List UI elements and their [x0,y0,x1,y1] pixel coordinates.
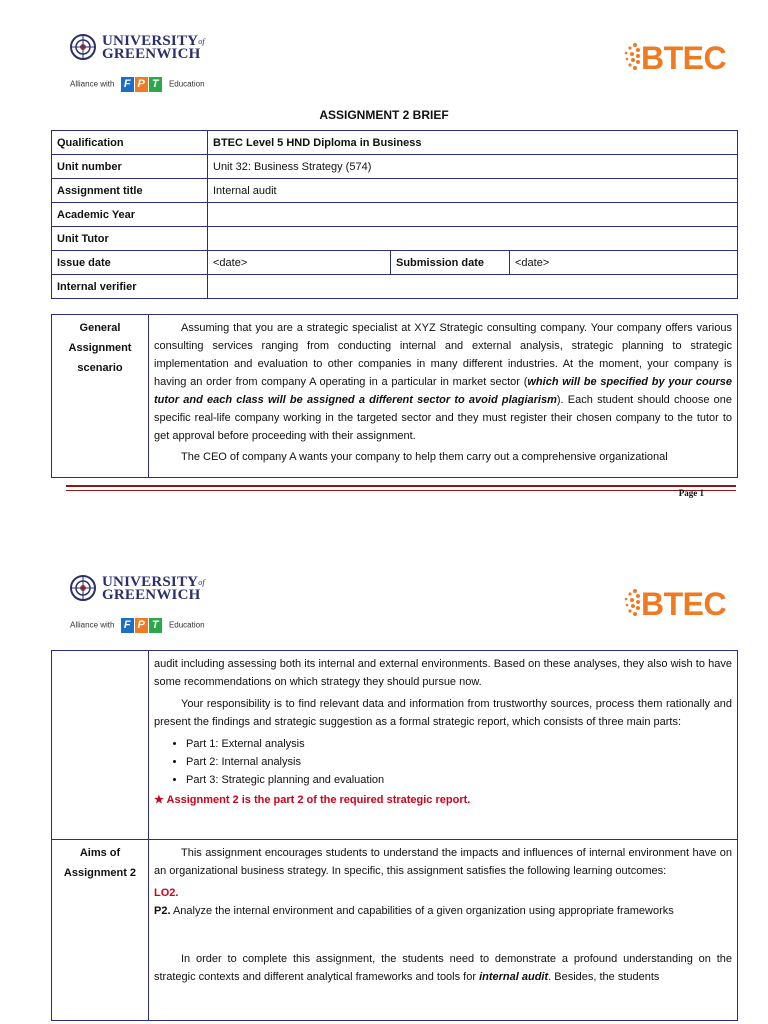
academic-year-label: Academic Year [52,203,208,227]
aims-heading: Aims of Assignment 2 [52,840,149,1021]
btec-logo: BTEC [623,38,733,78]
unit-tutor-value [208,227,738,251]
assignment-title-label: Assignment title [52,179,208,203]
btec-dots-icon [623,42,641,72]
submission-date-value: <date> [510,251,738,275]
alliance-line: Alliance with F P T Education [70,619,205,631]
scenario-heading: General Assignment scenario [52,315,149,478]
table-row [52,155,738,179]
table-row [52,315,738,478]
table-row [52,840,738,1021]
responsibility-paragraph: Your responsibility is to find relevant data and information from trustworthy sources, process them rationally and present the findings and strategic suggestion as a formal strategic report, which consists of three main parts: [154,698,732,728]
qualification-value: BTEC Level 5 HND Diploma in Business [208,131,738,155]
parts-list [154,735,732,789]
scenario-paragraph-2: The CEO of company A wants your company to help them carry out a comprehensive organizational [181,451,668,463]
page-number: Page 1 [678,488,704,498]
crest-icon [68,33,100,61]
aims-body [149,840,738,1021]
issue-date-label: Issue date [52,251,208,275]
btec-logo: BTEC [623,584,733,624]
list-item: • Part 3: Strategic planning and evaluation [186,771,732,789]
criterion-p2: P2. Analyze the internal environment and capabilities of a given organization using appropriate frameworks [154,905,674,917]
scenario-table [51,314,738,478]
star-icon: ★ [154,794,164,806]
unit-number-value: Unit 32: Business Strategy (574) [208,155,738,179]
unit-number-label: Unit number [52,155,208,179]
submission-date-label: Submission date [391,251,510,275]
university-name: $UNIVERSITY^{of}$ GREENWICH [102,33,205,62]
university-of-greenwich-logo [68,33,238,93]
crest-icon [68,574,100,602]
table-row [52,251,738,275]
academic-year-value [208,203,738,227]
alliance-line: Alliance with F P T Education [70,78,205,90]
scenario-body [149,315,738,478]
scenario-continued-table [51,650,738,1021]
assignment-note: ★ Assignment 2 is the part 2 of the required strategic report. [154,794,471,806]
continued-paragraph: audit including assessing both its internal and external environments. Based on these analyses, they also wish to have some recommendations on which strategy they should pursue now. [154,658,732,688]
university-of-greenwich-logo [68,574,238,634]
internal-verifier-label: Internal verifier [52,275,208,299]
table-row [52,203,738,227]
table-row [52,179,738,203]
scenario-continued-heading [52,651,149,840]
table-row [52,651,738,840]
issue-date-value: <date> [208,251,391,275]
table-row [52,227,738,251]
aims-paragraph-2: In order to complete this assignment, the students need to demonstrate a profound understanding on the strategic contexts and different analytical frameworks and tools for internal audit. Besides, the students [154,953,732,983]
assignment-title-value: Internal audit [208,179,738,203]
university-name: $UNIVERSITY^{of}$ GREENWICH [102,574,205,603]
fpt-logo: F P T [121,618,163,633]
scenario-paragraph-1: Assuming that you are a strategic specialist at XYZ Strategic consulting company. Your company offers various consulting services ranging from conducting internal and external analysis, strategic planning to strategic implementation and evaluation to other companies in many different industries. At the moment, your company is having an order from company A operating in a particular in market sector (which will be specified by your course tutor and each class will be assigned a different sector to avoid plagiarism). Each student should choose one specific real-life company working in the targeted sector and they must register their chosen company to the tutor to get approval before proceeding with their assignment. [154,322,733,442]
scenario-continued-body [149,651,738,840]
unit-tutor-label: Unit Tutor [52,227,208,251]
assignment-info-table [51,130,738,299]
footer-divider [66,485,736,491]
btec-dots-icon [623,588,641,618]
qualification-label: Qualification [52,131,208,155]
table-row [52,275,738,299]
internal-verifier-value [208,275,738,299]
list-item: • Part 1: External analysis [186,735,732,753]
page-title: ASSIGNMENT 2 BRIEF [319,108,449,122]
aims-paragraph-1: This assignment encourages students to understand the impacts and influences of internal environment have on an organizational business strategy. In specific, this assignment satisfies the following learning outcomes: [154,847,732,877]
list-item: • Part 2: Internal analysis [186,753,732,771]
table-row [52,131,738,155]
page-2 [0,562,768,1024]
learning-outcome: LO2. [154,887,179,899]
fpt-logo: F P T [121,77,163,92]
